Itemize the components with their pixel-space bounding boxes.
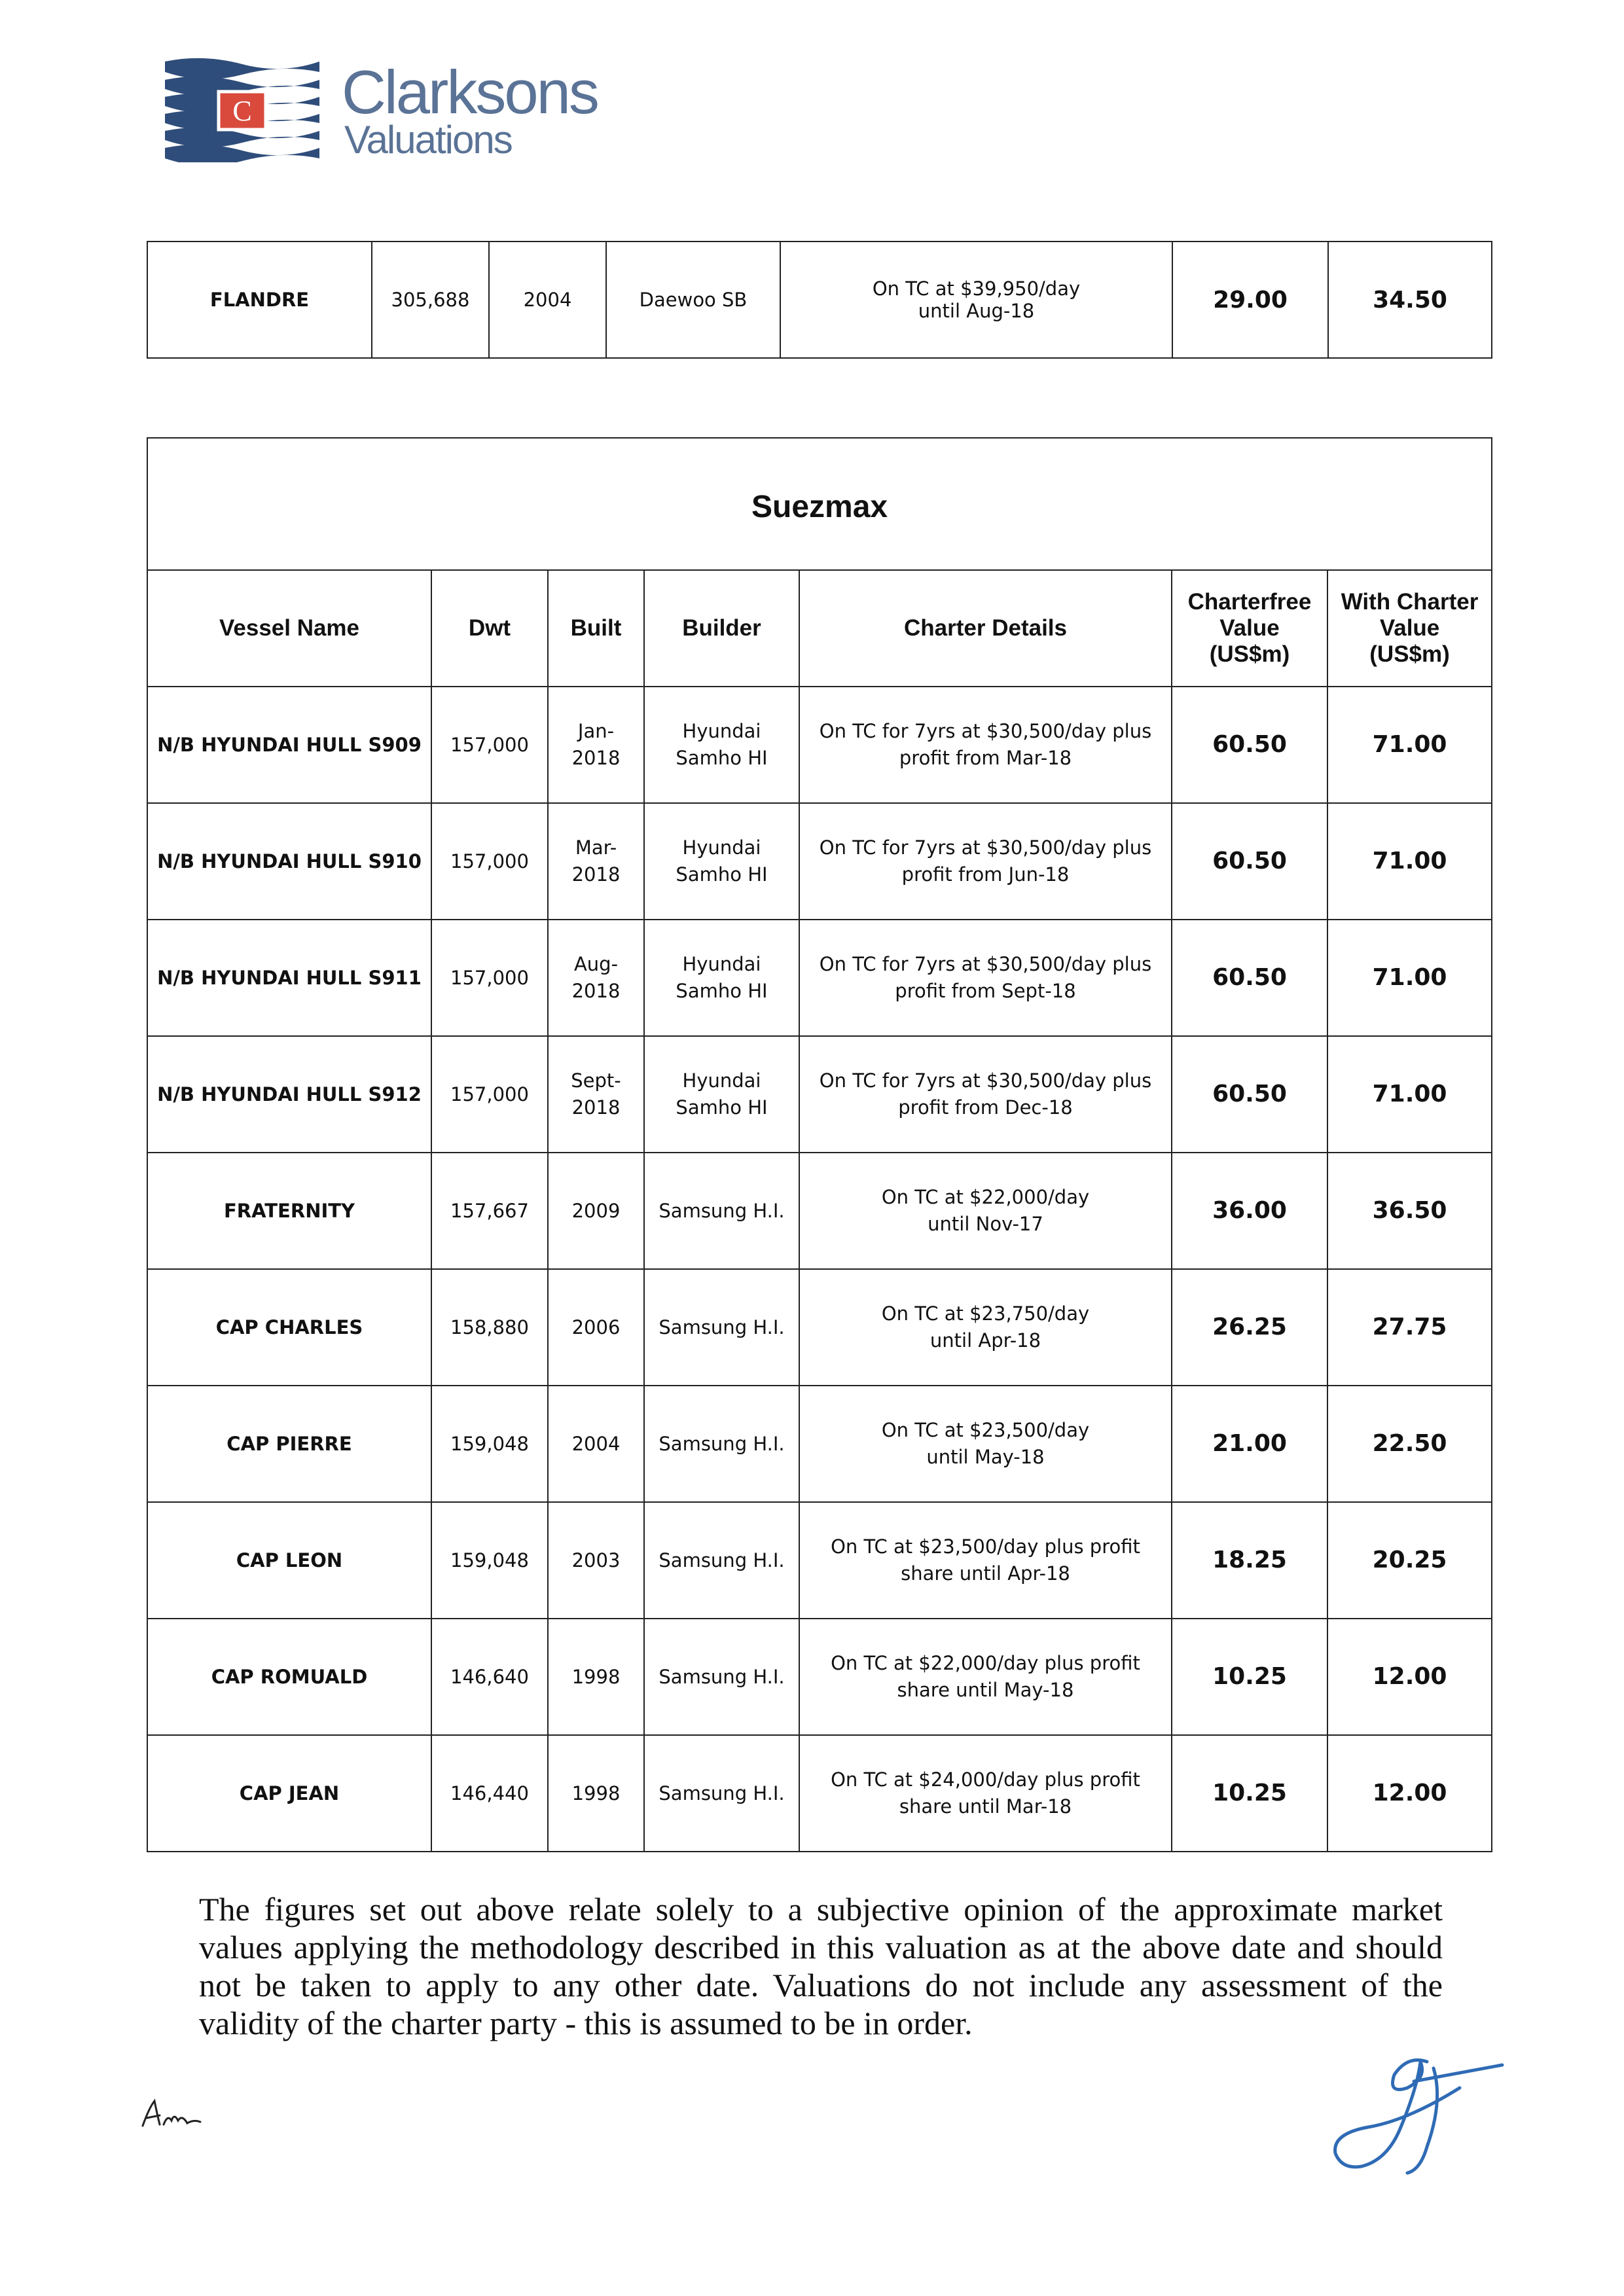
with-charter-value: 22.50	[1327, 1386, 1492, 1502]
vessel-builder: Samsung H.I.	[644, 1153, 799, 1269]
signature-icon	[1329, 2049, 1506, 2179]
vessel-name: N/B HYUNDAI HULL S912	[147, 1036, 431, 1153]
vessel-dwt: 158,880	[431, 1269, 548, 1386]
charter-details: On TC at $22,000/day until Nov-17	[799, 1153, 1172, 1269]
charter-details: On TC for 7yrs at $30,500/day plus profit from Jun-18	[799, 803, 1172, 920]
charter-details: On TC for 7yrs at $30,500/day plus profit from Mar-18	[799, 687, 1172, 803]
charter-details: On TC for 7yrs at $30,500/day plus profit from Dec-18	[799, 1036, 1172, 1153]
vessel-builder: Daewoo SB	[606, 242, 780, 358]
header-builder: Builder	[644, 570, 799, 687]
vessel-name: FLANDRE	[147, 242, 372, 358]
charterfree-value: 29.00	[1172, 242, 1328, 358]
charterfree-value: 60.50	[1172, 920, 1327, 1036]
with-charter-value: 27.75	[1327, 1269, 1492, 1386]
table-row	[147, 1619, 1492, 1735]
vessel-name: N/B HYUNDAI HULL S911	[147, 920, 431, 1036]
with-charter-value: 71.00	[1327, 803, 1492, 920]
brand-name: Clarksons	[342, 58, 598, 126]
header-row	[147, 570, 1492, 687]
vessel-built: 2003	[548, 1502, 644, 1619]
header-charterfree-value: Charterfree Value (US$m)	[1172, 570, 1327, 687]
vessel-dwt: 159,048	[431, 1502, 548, 1619]
vessel-builder: Samsung H.I.	[644, 1735, 799, 1852]
vessel-dwt: 157,000	[431, 920, 548, 1036]
charterfree-value: 21.00	[1172, 1386, 1327, 1502]
with-charter-value: 71.00	[1327, 687, 1492, 803]
charterfree-value: 26.25	[1172, 1269, 1327, 1386]
table-row	[147, 1386, 1492, 1502]
with-charter-value: 71.00	[1327, 920, 1492, 1036]
header-charter-details: Charter Details	[799, 570, 1172, 687]
vessel-dwt: 157,000	[431, 803, 548, 920]
with-charter-value: 12.00	[1327, 1619, 1492, 1735]
table-row	[147, 803, 1492, 920]
charterfree-value: 60.50	[1172, 687, 1327, 803]
with-charter-value: 20.25	[1327, 1502, 1492, 1619]
vessel-name: CAP LEON	[147, 1502, 431, 1619]
with-charter-value: 12.00	[1327, 1735, 1492, 1852]
charterfree-value: 36.00	[1172, 1153, 1327, 1269]
vessel-builder: Hyundai Samho HI	[644, 1036, 799, 1153]
section-title: Suezmax	[147, 438, 1492, 570]
charterfree-value: 10.25	[1172, 1619, 1327, 1735]
table-row	[147, 1735, 1492, 1852]
vessel-built: Aug- 2018	[548, 920, 644, 1036]
vessel-builder: Samsung H.I.	[644, 1502, 799, 1619]
table-row	[147, 687, 1492, 803]
initials-icon	[137, 2094, 209, 2134]
charter-details: On TC at $22,000/day plus profit share until May-18	[799, 1619, 1172, 1735]
table-row	[147, 1153, 1492, 1269]
header-vessel-name: Vessel Name	[147, 570, 431, 687]
vessel-builder: Hyundai Samho HI	[644, 920, 799, 1036]
emblem-letter: C	[232, 95, 252, 127]
charter-details: On TC for 7yrs at $30,500/day plus profit from Sept-18	[799, 920, 1172, 1036]
charter-details: On TC at $23,500/day until May-18	[799, 1386, 1172, 1502]
vessel-name: CAP JEAN	[147, 1735, 431, 1852]
clarksons-logo	[164, 58, 661, 169]
with-charter-value: 34.50	[1328, 242, 1492, 358]
vessel-built: 2004	[489, 242, 606, 358]
charterfree-value: 10.25	[1172, 1735, 1327, 1852]
vessel-built: 1998	[548, 1619, 644, 1735]
vessel-builder: Samsung H.I.	[644, 1386, 799, 1502]
header-built: Built	[548, 570, 644, 687]
with-charter-value: 71.00	[1327, 1036, 1492, 1153]
charterfree-value: 18.25	[1172, 1502, 1327, 1619]
header-with-charter-value: With Charter Value (US$m)	[1327, 570, 1492, 687]
vessel-built: Jan- 2018	[548, 687, 644, 803]
vessel-dwt: 305,688	[372, 242, 489, 358]
vessel-built: 1998	[548, 1735, 644, 1852]
suezmax-table	[147, 437, 1492, 1852]
vessel-name: N/B HYUNDAI HULL S909	[147, 687, 431, 803]
vessel-built: 2009	[548, 1153, 644, 1269]
vessel-name: FRATERNITY	[147, 1153, 431, 1269]
table-row	[147, 920, 1492, 1036]
vessel-dwt: 157,667	[431, 1153, 548, 1269]
vessel-builder: Hyundai Samho HI	[644, 687, 799, 803]
table-row	[147, 1269, 1492, 1386]
vessel-name: CAP PIERRE	[147, 1386, 431, 1502]
charter-details: On TC at $23,500/day plus profit share until Apr-18	[799, 1502, 1172, 1619]
charter-details: On TC at $24,000/day plus profit share until Mar-18	[799, 1735, 1172, 1852]
vessel-dwt: 157,000	[431, 687, 548, 803]
top-vessel-table	[147, 241, 1492, 359]
vessel-dwt: 146,440	[431, 1735, 548, 1852]
table-row	[147, 1502, 1492, 1619]
charterfree-value: 60.50	[1172, 1036, 1327, 1153]
vessel-builder: Samsung H.I.	[644, 1619, 799, 1735]
vessel-built: 2006	[548, 1269, 644, 1386]
table-row	[147, 242, 1492, 358]
vessel-built: Sept- 2018	[548, 1036, 644, 1153]
vessel-name: N/B HYUNDAI HULL S910	[147, 803, 431, 920]
brand-subtitle: Valuations	[344, 118, 512, 162]
vessel-dwt: 146,640	[431, 1619, 548, 1735]
clarksons-emblem-icon	[164, 58, 321, 162]
charter-details: On TC at $23,750/day until Apr-18	[799, 1269, 1172, 1386]
vessel-name: CAP CHARLES	[147, 1269, 431, 1386]
vessel-builder: Hyundai Samho HI	[644, 803, 799, 920]
vessel-builder: Samsung H.I.	[644, 1269, 799, 1386]
vessel-built: 2004	[548, 1386, 644, 1502]
disclaimer-note: The figures set out above relate solely to a subjective opinion of the approximate market values applying the methodology described in this valuation as at the above date and should not be taken to apply to any other date. Valuations do not include any assessment of the validity of the charter party - this is assumed to be in order.	[199, 1891, 1443, 2041]
vessel-dwt: 159,048	[431, 1386, 548, 1502]
header-dwt: Dwt	[431, 570, 548, 687]
vessel-name: CAP ROMUALD	[147, 1619, 431, 1735]
vessel-dwt: 157,000	[431, 1036, 548, 1153]
table-row	[147, 1036, 1492, 1153]
charter-details: On TC at $39,950/day until Aug-18	[780, 242, 1172, 358]
charterfree-value: 60.50	[1172, 803, 1327, 920]
vessel-built: Mar- 2018	[548, 803, 644, 920]
with-charter-value: 36.50	[1327, 1153, 1492, 1269]
